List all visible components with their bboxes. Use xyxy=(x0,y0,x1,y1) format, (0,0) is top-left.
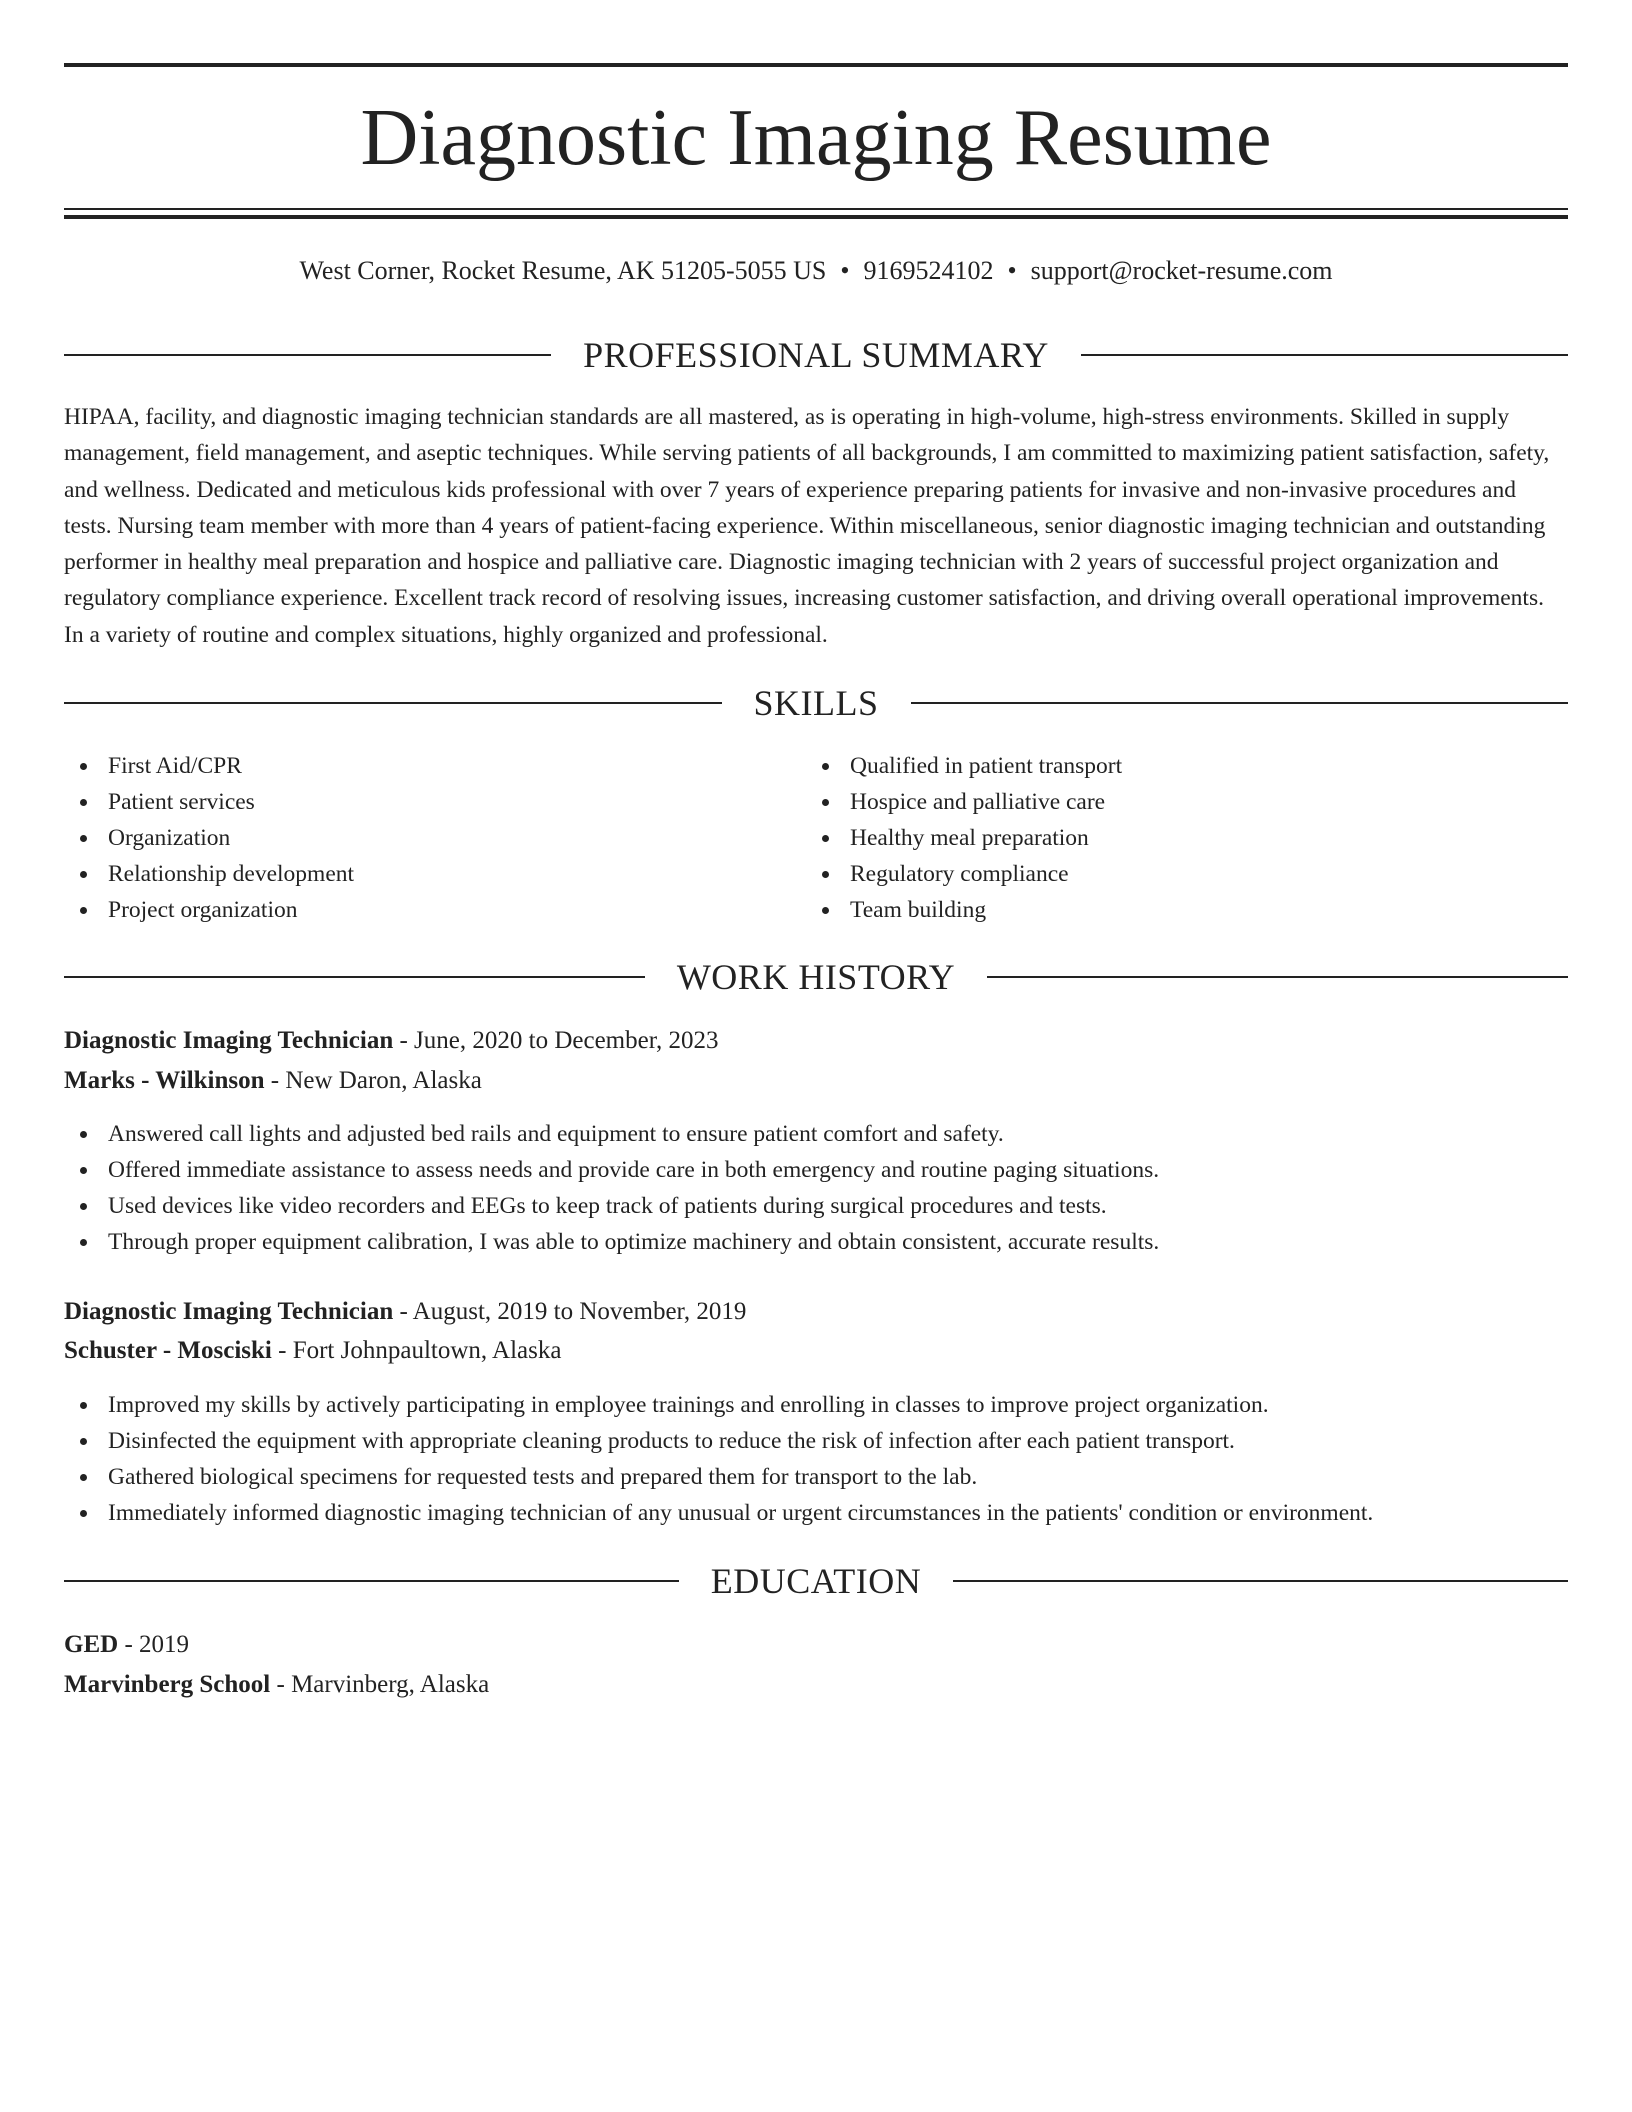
degree-line xyxy=(64,1626,1568,1664)
skill-item: Patient services xyxy=(64,784,806,820)
heading-rule xyxy=(953,1580,1568,1582)
job-title: Diagnostic Imaging Technician xyxy=(64,1027,394,1054)
skill-item: Regulatory compliance xyxy=(806,856,1548,892)
skill-item: Relationship development xyxy=(64,856,806,892)
heading-rule xyxy=(1081,354,1568,356)
section-heading-summary xyxy=(64,333,1568,377)
section-title: WORK HISTORY xyxy=(676,957,956,997)
title-rule-thin xyxy=(64,208,1568,210)
heading-rule xyxy=(911,702,1569,704)
job-title-line xyxy=(64,1022,1568,1060)
job-duties xyxy=(64,1387,1568,1531)
skill-item: First Aid/CPR xyxy=(64,748,806,784)
duty-item: Through proper equipment calibration, I was able to optimize machinery and obtain consistent, accurate results. xyxy=(64,1224,1568,1260)
skill-item: Project organization xyxy=(64,892,806,928)
job-title: Diagnostic Imaging Technician xyxy=(64,1298,394,1325)
skill-item: Healthy meal preparation xyxy=(806,820,1548,856)
employer-line xyxy=(64,1062,1568,1100)
contact-email: support@rocket-resume.com xyxy=(1030,256,1333,285)
skill-item: Organization xyxy=(64,820,806,856)
employer-name: Schuster - Mosciski xyxy=(64,1337,272,1364)
title-rule-thick xyxy=(64,215,1568,219)
employer-line xyxy=(64,1332,1568,1370)
heading-rule xyxy=(64,1580,679,1582)
duty-item: Disinfected the equipment with appropriate cleaning products to reduce the risk of infection after each patient transport. xyxy=(64,1423,1568,1459)
school-location: - Marvinberg, Alaska xyxy=(270,1671,490,1698)
employer-location: - New Daron, Alaska xyxy=(264,1067,482,1094)
section-heading-education xyxy=(64,1559,1568,1603)
duty-item: Answered call lights and adjusted bed rails and equipment to ensure patient comfort and safety. xyxy=(64,1116,1568,1152)
resume-title: Diagnostic Imaging Resume xyxy=(360,94,1272,182)
skills-column-right xyxy=(806,748,1548,928)
heading-rule xyxy=(64,976,645,978)
duty-item: Used devices like video recorders and EEGs to keep track of patients during surgical procedures and tests. xyxy=(64,1188,1568,1224)
section-heading-work xyxy=(64,955,1568,999)
skill-item: Hospice and palliative care xyxy=(806,784,1548,820)
skills-list xyxy=(64,748,1568,928)
contact-separator: • xyxy=(1007,256,1017,285)
duty-item: Offered immediate assistance to assess needs and provide care in both emergency and routine paging situations. xyxy=(64,1152,1568,1188)
duty-item: Immediately informed diagnostic imaging technician of any unusual or urgent circumstances in the patients' condition or environment. xyxy=(64,1495,1568,1531)
section-heading-skills xyxy=(64,681,1568,725)
employer-name: Marks - Wilkinson xyxy=(64,1067,265,1094)
degree-year: - 2019 xyxy=(118,1631,190,1658)
duty-item: Gathered biological specimens for requested tests and prepared them for transport to the lab. xyxy=(64,1459,1568,1495)
contact-phone: 9169524102 xyxy=(863,256,994,285)
duty-item: Improved my skills by actively participating in employee trainings and enrolling in classes to improve project organization. xyxy=(64,1387,1568,1423)
school-line xyxy=(64,1666,1568,1704)
employer-location: - Fort Johnpaultown, Alaska xyxy=(271,1337,562,1364)
top-rule xyxy=(64,63,1568,67)
section-title: SKILLS xyxy=(753,683,879,723)
skills-column-left xyxy=(64,748,806,928)
heading-rule xyxy=(64,702,722,704)
skill-item: Qualified in patient transport xyxy=(806,748,1548,784)
job-duties xyxy=(64,1116,1568,1260)
section-title: PROFESSIONAL SUMMARY xyxy=(583,335,1049,375)
section-title: EDUCATION xyxy=(710,1561,922,1601)
job-dates: - June, 2020 to December, 2023 xyxy=(393,1027,719,1054)
contact-address: West Corner, Rocket Resume, AK 51205-5055 US xyxy=(299,256,827,285)
job-dates: - August, 2019 to November, 2019 xyxy=(393,1298,747,1325)
heading-rule xyxy=(987,976,1568,978)
summary-text: HIPAA, facility, and diagnostic imaging technician standards are all mastered, as is operating in high-volume, high-stress environments. Skilled in supply management, field management, and aseptic techniques. While serving patients of all backgrounds, I am committed to maximizing patient satisfaction, safety, and wellness. Dedicated and meticulous kids professional with over 7 years of experience preparing patients for invasive and non-invasive procedures and tests. Nursing team member with more than 4 years of patient-facing experience. Within miscellaneous, senior diagnostic imaging technician and outstanding performer in healthy meal preparation and hospice and palliative care. Diagnostic imaging technician with 2 years of successful project organization and regulatory compliance experience. Excellent track record of resolving issues, increasing customer satisfaction, and driving overall operational improvements. In a variety of routine and complex situations, highly organized and professional. xyxy=(64,404,1550,648)
job-title-line xyxy=(64,1293,1568,1331)
degree-name: GED xyxy=(64,1631,119,1658)
school-name: Marvinberg School xyxy=(64,1671,271,1698)
contact-line xyxy=(64,252,1568,290)
heading-rule xyxy=(64,354,551,356)
contact-separator: • xyxy=(840,256,850,285)
skill-item: Team building xyxy=(806,892,1548,928)
